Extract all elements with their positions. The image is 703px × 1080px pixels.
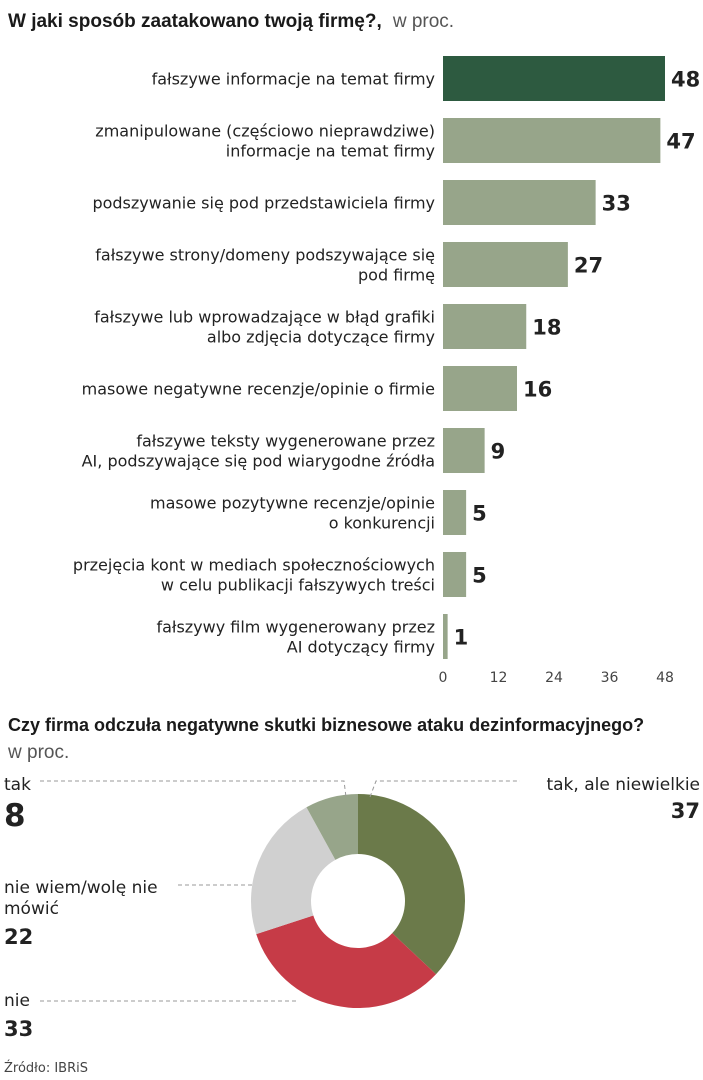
category-label: fałszywe strony/domeny podszywające się: [95, 245, 435, 265]
bar-chart-unit: w proc.: [392, 11, 455, 32]
category-label: informacje na temat firmy: [225, 141, 435, 161]
bar-chart: [73, 56, 700, 686]
leader-line: [370, 781, 520, 797]
value-label: 48: [671, 67, 701, 92]
slice-label: nie: [4, 991, 30, 1011]
category-label: fałszywe teksty wygenerowane przez: [136, 431, 435, 451]
slice-label: tak, ale niewielkie: [546, 775, 700, 795]
bar: [443, 180, 596, 225]
bar: [443, 56, 665, 101]
leader-line: [40, 781, 346, 797]
bar: [443, 428, 485, 473]
value-label: 47: [666, 129, 696, 154]
category-label: pod firmę: [358, 265, 435, 285]
value-label: 9: [490, 439, 506, 464]
category-label: fałszywy film wygenerowany przez: [156, 617, 435, 637]
category-label: albo zdjęcia dotyczące firmy: [206, 327, 435, 347]
slice-label: nie wiem/wolę nie: [4, 878, 158, 898]
value-label: 18: [532, 315, 562, 340]
slice-value: 22: [4, 925, 34, 949]
value-label: 27: [573, 253, 604, 278]
category-label: przejęcia kont w mediach społecznościowych: [72, 555, 435, 575]
bar: [443, 304, 526, 349]
category-label: zmanipulowane (częściowo nieprawdziwe): [95, 121, 435, 141]
donut-chart-unit: w proc.: [8, 742, 70, 763]
x-tick-label: 24: [545, 670, 563, 686]
donut-chart: [4, 775, 700, 1041]
slice-value: 33: [4, 1017, 34, 1041]
bar-chart-title: W jaki sposób zaatakowano twoją firmę?,: [8, 11, 382, 32]
category-label: o konkurencji: [328, 513, 435, 533]
bar: [443, 614, 448, 659]
slice-label: tak: [4, 775, 31, 795]
category-label: fałszywe informacje na temat firmy: [151, 69, 435, 89]
x-tick-label: 0: [438, 670, 448, 686]
value-label: 33: [601, 191, 631, 216]
slice-label: mówić: [4, 899, 59, 919]
slice-value: 37: [670, 799, 700, 823]
slice-value: 8: [4, 798, 26, 834]
category-label: masowe pozytywne recenzje/opinie: [150, 493, 435, 513]
value-label: 1: [453, 625, 469, 650]
bar: [443, 118, 660, 163]
x-tick-label: 48: [656, 670, 674, 686]
category-label: AI dotyczący firmy: [286, 637, 435, 657]
bar: [443, 490, 466, 535]
category-label: AI, podszywające się pod wiarygodne źródła: [81, 451, 435, 471]
bar: [443, 552, 466, 597]
category-label: masowe negatywne recenzje/opinie o firmie: [81, 379, 435, 399]
bar-chart-heading: [8, 11, 454, 32]
bar: [443, 242, 568, 287]
bar: [443, 366, 517, 411]
x-tick-label: 36: [600, 670, 619, 686]
x-tick-label: 12: [489, 670, 508, 686]
value-label: 5: [472, 563, 487, 588]
value-label: 5: [472, 501, 487, 526]
category-label: podszywanie się pod przedstawiciela firmy: [92, 193, 435, 213]
value-label: 16: [523, 377, 553, 402]
category-label: w celu publikacji fałszywych treści: [160, 575, 435, 595]
category-label: fałszywe lub wprowadzające w błąd grafiki: [94, 307, 435, 327]
donut-chart-title: Czy firma odczuła negatywne skutki biznesowe ataku dezinformacyjnego?: [8, 715, 645, 735]
source-note: Źródło: IBRiS: [4, 1061, 88, 1076]
